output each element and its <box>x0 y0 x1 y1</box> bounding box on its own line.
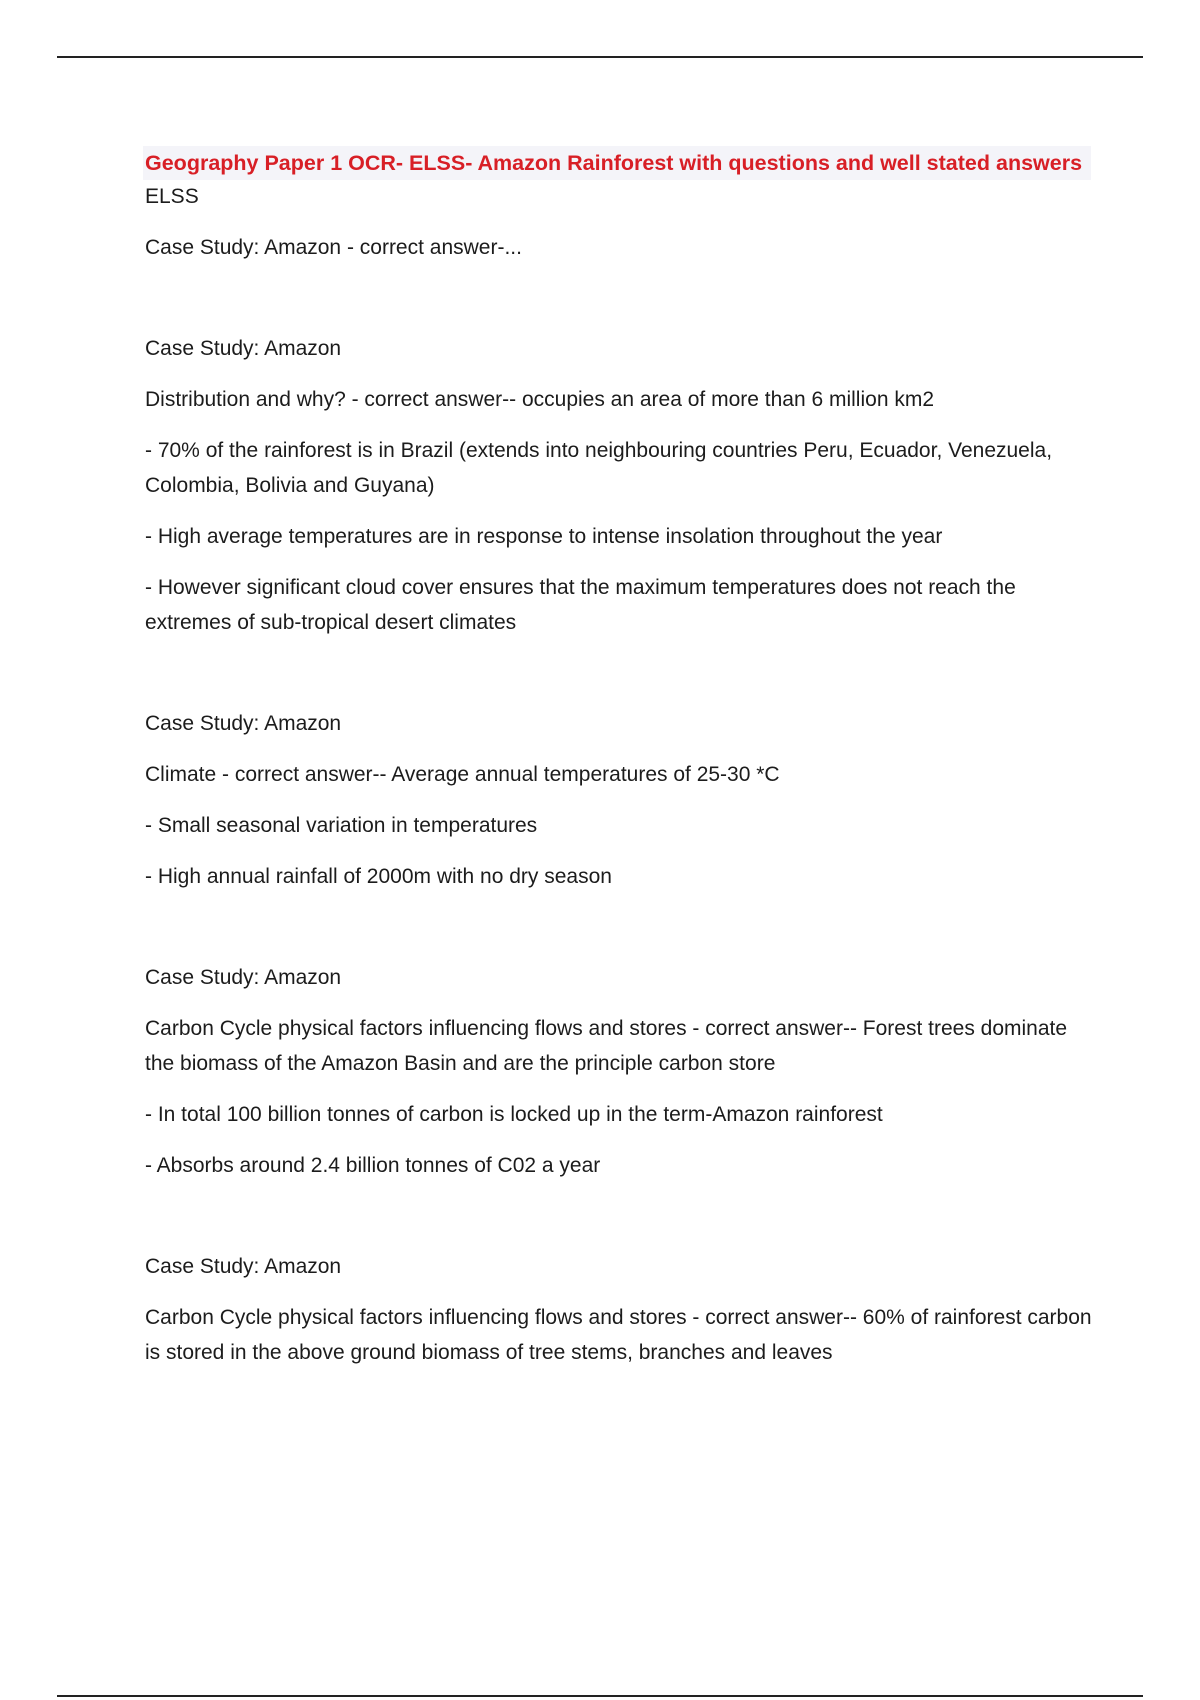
card-point: - Small seasonal variation in temperatures <box>145 814 538 837</box>
card-heading: Case Study: Amazon <box>145 966 342 989</box>
title-block <box>143 146 1091 180</box>
document-title: Geography Paper 1 OCR- ELSS- Amazon Rainforest with questions and well stated answers <box>145 151 1083 175</box>
card-answer: Distribution and why? - correct answer-- occupies an area of more than 6 million km2 <box>145 388 935 411</box>
card-answer: Carbon Cycle physical factors influencing flows and stores - correct answer-- 60% of rainforest carbon is stored in the above ground biomass of tree stems, branches and leaves <box>145 1306 1092 1364</box>
card-heading: Case Study: Amazon <box>145 337 342 360</box>
page-bottom-rule <box>57 1695 1143 1697</box>
card-point: - However significant cloud cover ensures that the maximum temperatures does not reach the extremes of sub-tropical desert climates <box>145 576 1016 634</box>
card-heading: Case Study: Amazon <box>145 1255 342 1278</box>
flashcard-distribution <box>145 331 1093 640</box>
card-point: - High annual rainfall of 2000m with no dry season <box>145 865 612 888</box>
page-top-rule <box>57 56 1143 58</box>
flashcard-carbon-cycle-2 <box>145 1249 1093 1370</box>
card-point: - In total 100 billion tonnes of carbon is locked up in the term-Amazon rainforest <box>145 1103 883 1126</box>
document-body <box>145 146 1093 1370</box>
document-label: ELSS <box>145 185 199 208</box>
card-point: - Absorbs around 2.4 billion tonnes of C02 a year <box>145 1154 601 1177</box>
card-point: - High average temperatures are in response to intense insolation throughout the year <box>145 525 943 548</box>
card-answer: Climate - correct answer-- Average annual temperatures of 25-30 *C <box>145 763 780 786</box>
card-point: - 70% of the rainforest is in Brazil (extends into neighbouring countries Peru, Ecuador, Venezuela, Colombia, Bolivia and Guyana) <box>145 439 1053 497</box>
flashcard-climate <box>145 706 1093 894</box>
flashcard-carbon-cycle-1 <box>145 960 1093 1183</box>
card-heading: Case Study: Amazon <box>145 712 342 735</box>
intro-line: Case Study: Amazon - correct answer-... <box>145 236 522 259</box>
card-answer: Carbon Cycle physical factors influencing flows and stores - correct answer-- Forest trees dominate the biomass of the Amazon Basin and are the principle carbon store <box>145 1017 1068 1075</box>
